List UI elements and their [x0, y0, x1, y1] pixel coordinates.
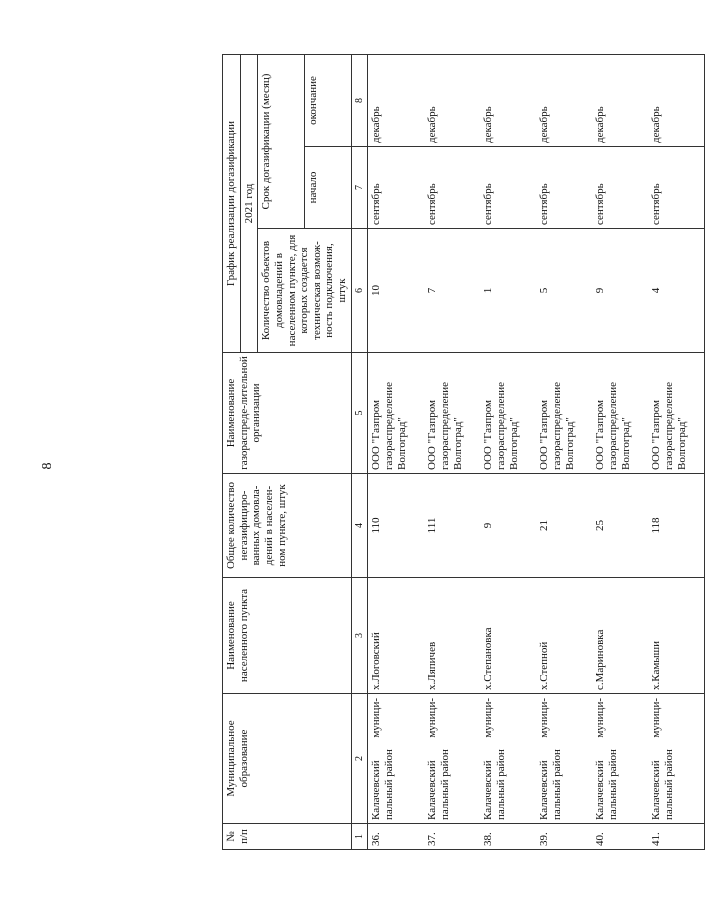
- header-municipality: Муниципальное образование: [223, 694, 352, 824]
- column-number: 5: [351, 353, 368, 474]
- row-count: 7: [424, 229, 480, 353]
- municipality-hyphen: муници-: [538, 698, 551, 738]
- row-end: декабрь: [536, 55, 592, 147]
- row-total: 111: [424, 474, 480, 578]
- column-number: 8: [351, 55, 368, 147]
- row-org: ООО "Газпром газораспределение Волгоград": [424, 353, 480, 474]
- row-municipality: [424, 694, 480, 824]
- rotated-table-container: [222, 55, 688, 850]
- row-count: 9: [592, 229, 648, 353]
- header-end: окончание: [305, 55, 352, 147]
- municipality-hyphen: муници-: [370, 698, 383, 738]
- row-num: 38.: [480, 824, 536, 850]
- row-num: 40.: [592, 824, 648, 850]
- row-settlement: х.Ляпичев: [424, 578, 480, 694]
- row-total: 110: [368, 474, 425, 578]
- municipality-rest: пальный район: [494, 749, 507, 820]
- row-municipality: [536, 694, 592, 824]
- table-row: [424, 55, 480, 850]
- row-end: декабрь: [480, 55, 536, 147]
- header-schedule-group: График реализации догазификации: [223, 55, 241, 353]
- municipality-rest: пальный район: [606, 749, 619, 820]
- municipality-rest: пальный район: [550, 749, 563, 820]
- row-org: ООО "Газпром газораспределение Волгоград": [368, 353, 425, 474]
- row-start: сентябрь: [536, 147, 592, 229]
- header-count: Количество объектов домовладений в населенном пункте, для которых создается техническая возмож-ность подключения, штук: [258, 229, 351, 353]
- row-end: декабрь: [368, 55, 425, 147]
- header-total: Общее количество негазифициро-ванных домовла-дений в населен-ном пункте, штук: [223, 474, 352, 578]
- municipality-hyphen: муници-: [482, 698, 495, 738]
- header-start: начало: [305, 147, 352, 229]
- municipality-name: Калачевский: [426, 760, 439, 820]
- municipality-hyphen: муници-: [426, 698, 439, 738]
- row-total: 118: [648, 474, 705, 578]
- table-row: [368, 55, 425, 850]
- row-municipality: [592, 694, 648, 824]
- row-settlement: х.Степановка: [480, 578, 536, 694]
- row-end: декабрь: [592, 55, 648, 147]
- table-row: [480, 55, 536, 850]
- row-start: сентябрь: [648, 147, 705, 229]
- row-start: сентябрь: [368, 147, 425, 229]
- row-end: декабрь: [648, 55, 705, 147]
- municipality-name: Калачевский: [370, 760, 383, 820]
- column-number: 7: [351, 147, 368, 229]
- row-num: 36.: [368, 824, 425, 850]
- row-count: 5: [536, 229, 592, 353]
- dogazification-schedule-table: [222, 54, 705, 850]
- header-year: 2021 год: [240, 55, 258, 353]
- row-total: 25: [592, 474, 648, 578]
- column-number: 1: [351, 824, 368, 850]
- row-settlement: х.Логовский: [368, 578, 425, 694]
- row-settlement: х.Степной: [536, 578, 592, 694]
- header-term-group: Срок догазификации (месяц): [258, 55, 305, 229]
- row-org: ООО "Газпром газораспределение Волгоград": [648, 353, 705, 474]
- row-end: декабрь: [424, 55, 480, 147]
- row-municipality: [480, 694, 536, 824]
- municipality-hyphen: муници-: [594, 698, 607, 738]
- table-body: [368, 55, 705, 850]
- header-settlement: Наименование населенного пункта: [223, 578, 352, 694]
- table-row: [648, 55, 705, 850]
- row-org: ООО "Газпром газораспределение Волгоград": [592, 353, 648, 474]
- row-count: 10: [368, 229, 425, 353]
- page-number: 8: [40, 462, 55, 470]
- municipality-name: Калачевский: [482, 760, 495, 820]
- row-num: 41.: [648, 824, 705, 850]
- column-number-row: [351, 55, 368, 850]
- column-number: 3: [351, 578, 368, 694]
- municipality-hyphen: муници-: [650, 698, 663, 738]
- column-number: 4: [351, 474, 368, 578]
- row-num: 39.: [536, 824, 592, 850]
- municipality-name: Калачевский: [538, 760, 551, 820]
- municipality-rest: пальный район: [438, 749, 451, 820]
- row-start: сентябрь: [592, 147, 648, 229]
- row-count: 1: [480, 229, 536, 353]
- column-number: 2: [351, 694, 368, 824]
- row-settlement: х.Камыши: [648, 578, 705, 694]
- municipality-name: Калачевский: [650, 760, 663, 820]
- row-municipality: [368, 694, 425, 824]
- row-num: 37.: [424, 824, 480, 850]
- row-org: ООО "Газпром газораспределение Волгоград": [536, 353, 592, 474]
- table-header: [223, 55, 368, 850]
- row-total: 9: [480, 474, 536, 578]
- row-municipality: [648, 694, 705, 824]
- row-count: 4: [648, 229, 705, 353]
- row-org: ООО "Газпром газораспределение Волгоград": [480, 353, 536, 474]
- table-row: [536, 55, 592, 850]
- row-settlement: с.Мариновка: [592, 578, 648, 694]
- row-start: сентябрь: [480, 147, 536, 229]
- header-num: № п/п: [223, 824, 352, 850]
- municipality-rest: пальный район: [662, 749, 675, 820]
- column-number: 6: [351, 229, 368, 353]
- municipality-rest: пальный район: [382, 749, 395, 820]
- header-org: Наименование газораспреде-лительной организации: [223, 353, 352, 474]
- row-total: 21: [536, 474, 592, 578]
- table-row: [592, 55, 648, 850]
- row-start: сентябрь: [424, 147, 480, 229]
- municipality-name: Калачевский: [594, 760, 607, 820]
